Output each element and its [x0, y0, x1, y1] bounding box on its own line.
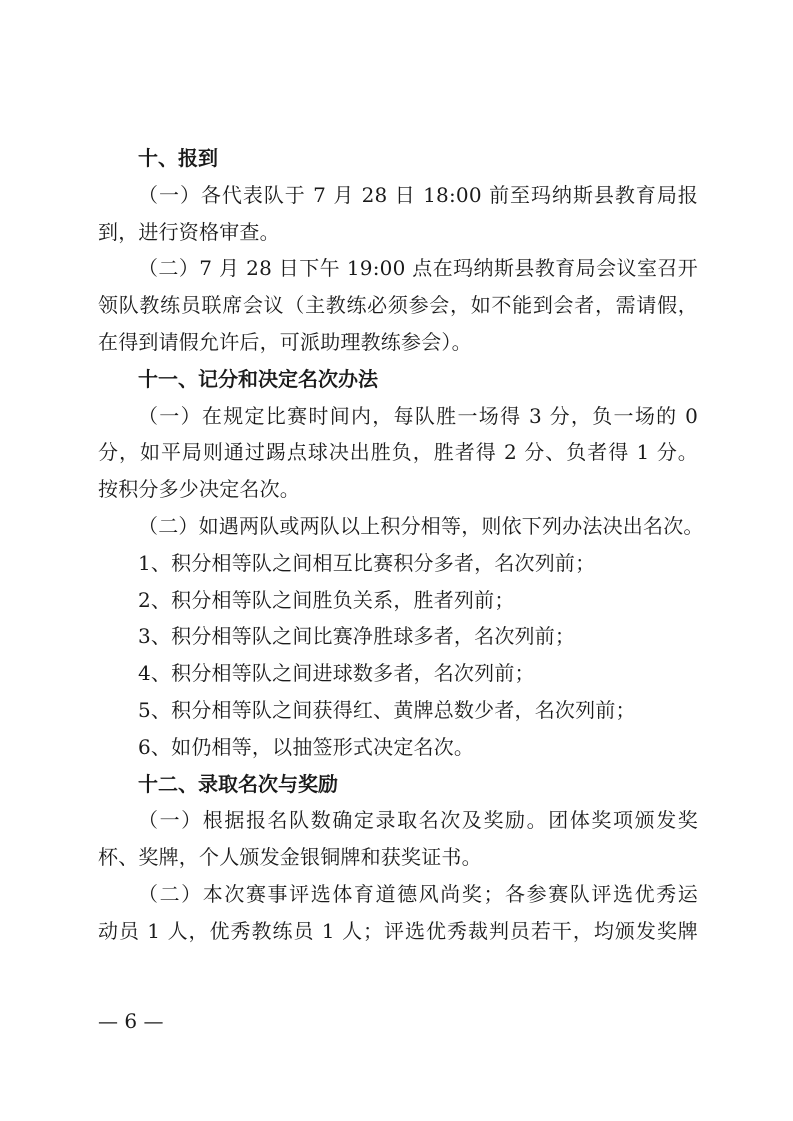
paragraph-line: 领队教练员联席会议（主教练必须参会，如不能到会者，需请假， — [98, 293, 698, 318]
section-heading-scoring: 十一、记分和决定名次办法 — [138, 366, 378, 391]
paragraph-line: （二）7 月 28 日下午 19:00 点在玛纳斯县教育局会议室召开 — [138, 256, 698, 281]
paragraph-line: （二）如遇两队或两队以上积分相等，则依下列办法决出名次。 — [138, 513, 704, 538]
page-number: — 6 — — [98, 1009, 164, 1033]
paragraph-line: 在得到请假允许后，可派助理教练参会）。 — [98, 329, 472, 354]
list-item: 6、如仍相等，以抽签形式决定名次。 — [138, 734, 475, 759]
paragraph-line: 杯、奖牌，个人颁发金银铜牌和获奖证书。 — [98, 845, 482, 870]
paragraph-line: （一）各代表队于 7 月 28 日 18:00 前至玛纳斯县教育局报 — [138, 182, 698, 207]
list-item: 1、积分相等队之间相互比赛积分多者，名次列前； — [138, 550, 596, 575]
paragraph-line: 动员 1 人，优秀教练员 1 人；评选优秀裁判员若干，均颁发奖牌 — [98, 918, 698, 943]
list-item: 3、积分相等队之间比赛净胜球多者，名次列前； — [138, 624, 576, 649]
paragraph-line: 到，进行资格审查。 — [98, 219, 280, 244]
paragraph-line: （一）根据报名队数确定录取名次及奖励。团体奖项颁发奖 — [138, 808, 698, 833]
list-item: 4、积分相等队之间进球数多者，名次列前； — [138, 661, 535, 686]
section-heading-awards: 十二、录取名次与奖励 — [138, 771, 338, 796]
paragraph-line: （二）本次赛事评选体育道德风尚奖；各参赛队评选优秀运 — [138, 881, 698, 906]
paragraph-line: 分，如平局则通过踢点球决出胜负，胜者得 2 分、负者得 1 分。 — [98, 440, 698, 465]
list-item: 5、积分相等队之间获得红、黄牌总数少者，名次列前； — [138, 697, 636, 722]
paragraph-line: （一）在规定比赛时间内，每队胜一场得 3 分，负一场的 0 — [138, 403, 698, 428]
section-heading-registration: 十、报到 — [138, 146, 218, 170]
paragraph-line: 按积分多少决定名次。 — [98, 477, 300, 502]
list-item: 2、积分相等队之间胜负关系，胜者列前； — [138, 587, 515, 612]
document-body — [98, 140, 704, 950]
